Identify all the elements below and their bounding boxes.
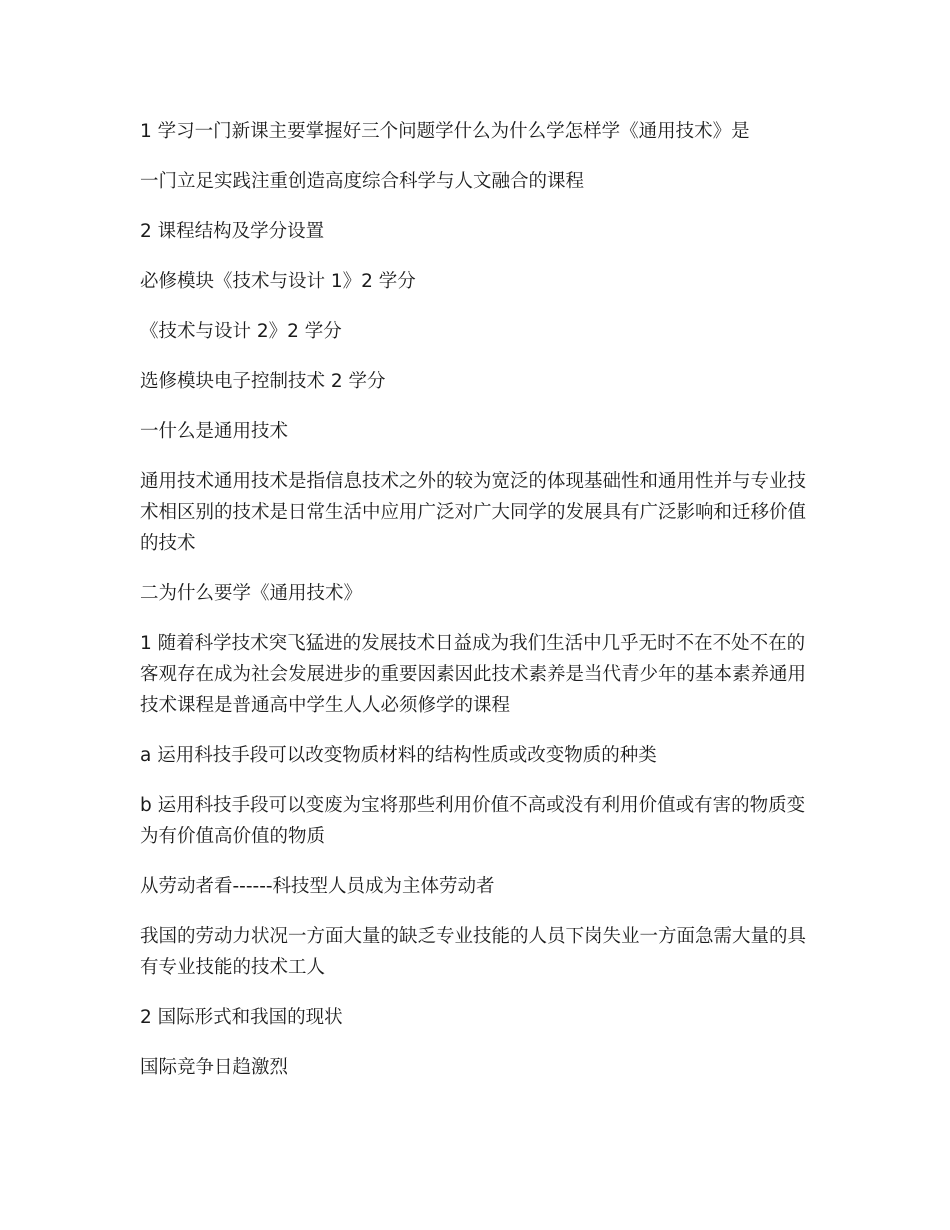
paragraph-general-technology-definition: 通用技术通用技术是指信息技术之外的较为宽泛的体现基础性和通用性并与专业技术相区别的技术是日常生活中应用广泛对广大同学的发展具有广泛影响和迁移价值的技术 — [140, 471, 807, 554]
paragraph-course-definition: 一门立足实践注重创造高度综合科学与人文融合的课程 — [140, 171, 585, 192]
document-body — [140, 116, 812, 1102]
paragraph-competition: 国际竞争日趋激烈 — [140, 1057, 289, 1078]
heading-international-situation: 2 国际形式和我国的现状 — [140, 1007, 343, 1028]
paragraph-required-module-2: 《技术与设计 2》2 学分 — [140, 321, 342, 342]
paragraph-intro-question: 1 学习一门新课主要掌握好三个问题学什么为什么学怎样学《通用技术》是 — [140, 121, 750, 142]
paragraph-labor-status: 我国的劳动力状况一方面大量的缺乏专业技能的人员下岗失业一方面急需大量的具有专业技能的技术工人 — [140, 926, 807, 978]
paragraph-point-b: b 运用科技手段可以变废为宝将那些利用价值不高或没有利用价值或有害的物质变为有价值高价值的物质 — [140, 795, 806, 847]
paragraph-point-a: a 运用科技手段可以改变物质材料的结构性质或改变物质的种类 — [140, 745, 657, 766]
paragraph-labor-perspective: 从劳动者看------科技型人员成为主体劳动者 — [140, 876, 495, 897]
paragraph-reason-1: 1 随着科学技术突飞猛进的发展技术日益成为我们生活中几乎无时不在不处不在的客观存在成为社会发展进步的重要因素因此技术素养是当代青少年的基本素养通用技术课程是普通高中学生人人必须修学的课程 — [140, 633, 807, 716]
paragraph-elective-module: 选修模块电子控制技术 2 学分 — [140, 371, 386, 392]
heading-course-structure: 2 课程结构及学分设置 — [140, 221, 325, 242]
heading-why-learn: 二为什么要学《通用技术》 — [140, 583, 363, 604]
paragraph-required-module-1: 必修模块《技术与设计 1》2 学分 — [140, 271, 416, 292]
heading-what-is-general-technology: 一什么是通用技术 — [140, 421, 289, 442]
